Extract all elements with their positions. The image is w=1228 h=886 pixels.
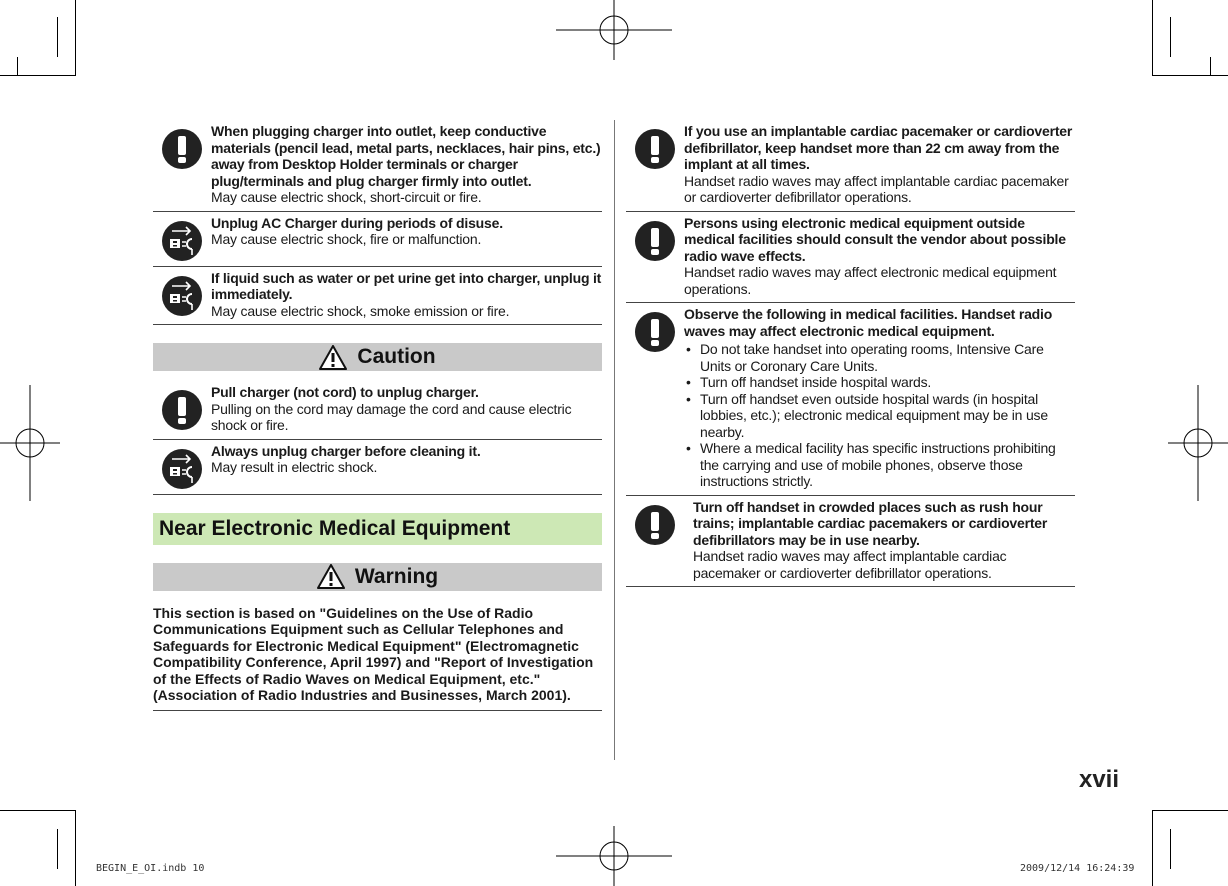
crop-mark	[0, 75, 76, 76]
item-body: May cause electric shock, short-circuit or fire.	[211, 189, 482, 205]
exclamation-icon	[635, 221, 675, 261]
crop-mark	[1210, 57, 1211, 76]
registration-target-left	[0, 385, 60, 501]
safety-item	[153, 267, 602, 326]
crop-mark	[1152, 0, 1153, 76]
item-title: Observe the following in medical facilities. Handset radio waves may affect electronic medical equipment.	[684, 306, 1053, 339]
registration-target-top	[556, 0, 672, 60]
slug-timestamp: 2009/12/14 16:24:39	[1020, 863, 1135, 874]
exclamation-icon	[162, 390, 202, 430]
bullet-list	[684, 341, 1075, 490]
safety-item	[626, 120, 1075, 212]
crop-mark	[17, 57, 18, 76]
left-column	[153, 120, 602, 711]
crop-mark	[75, 0, 76, 76]
exclamation-icon	[635, 505, 675, 545]
slug-filename: BEGIN_E_OI.indb 10	[96, 863, 205, 874]
item-body: Pulling on the cord may damage the cord and cause electric shock or fire.	[211, 400, 572, 433]
unplug-icon	[162, 449, 202, 489]
section-heading: Near Electronic Medical Equipment	[153, 513, 602, 545]
item-body: Handset radio waves may affect implantable cardiac pacemaker or cardioverter defibrillator operations.	[693, 548, 1007, 581]
list-item: • Turn off handset even outside hospital wards (in hospital lobbies, etc.); electronic medical equipment may be in use nearby.	[684, 391, 1075, 441]
list-item: • Where a medical facility has specific instructions prohibiting the carrying and use of mobile phones, observe those instructions strictly.	[684, 440, 1075, 490]
warning-banner	[153, 563, 602, 591]
list-item: • Turn off handset inside hospital wards.	[684, 374, 1075, 391]
registration-target-right	[1168, 385, 1228, 501]
item-body: May result in electric shock.	[211, 459, 378, 475]
crop-mark	[1170, 829, 1171, 869]
right-column	[626, 120, 1075, 587]
warning-label: Warning	[354, 564, 439, 588]
item-body: Handset radio waves may affect electronic medical equipment operations.	[684, 264, 1057, 297]
safety-item	[153, 381, 602, 440]
item-body: May cause electric shock, smoke emission or fire.	[211, 302, 510, 319]
guideline-note: This section is based on "Guidelines on the Use of Radio Communications Equipment such as Cellular Telephones and Safeguards for Electronic Medical Equipment" (Electromagnetic Compatibility Conference, April 1997) and "Report of Investigation of the Effects of Radio Waves on Medical Equipment, etc." (Association of Radio Industries and Businesses, March 2001).	[153, 601, 602, 711]
exclamation-icon	[162, 129, 202, 169]
crop-mark	[1152, 75, 1228, 76]
crop-mark	[57, 17, 58, 57]
exclamation-icon	[635, 129, 675, 169]
warning-triangle-icon	[319, 345, 347, 370]
item-title: When plugging charger into outlet, keep conductive materials (pencil lead, metal parts, necklaces, hair pins, etc.) away from Desktop Holder terminals or charger plug/terminals and plug charger firmly into outlet.	[211, 123, 601, 189]
caution-banner	[153, 343, 602, 371]
warning-triangle-icon	[317, 564, 345, 589]
item-title: Turn off handset in crowded places such as rush hour trains; implantable cardiac pacemakers or cardioverter defibrillators may be in use nearby.	[693, 498, 1048, 548]
list-item: • Do not take handset into operating rooms, Intensive Care Units or Coronary Care Units.	[684, 341, 1075, 374]
crop-mark	[1152, 810, 1153, 886]
safety-item	[153, 120, 602, 212]
crop-mark	[1152, 810, 1228, 811]
item-title: Pull charger (not cord) to unplug charger.	[211, 384, 479, 400]
safety-item	[626, 303, 1075, 496]
item-title: Unplug AC Charger during periods of disuse.	[211, 214, 503, 231]
item-title: If you use an implantable cardiac pacemaker or cardioverter defibrillator, keep handset more than 22 cm away from the implant at all times.	[684, 123, 1073, 172]
item-title: If liquid such as water or pet urine get into charger, unplug it immediately.	[211, 269, 602, 302]
safety-item	[153, 440, 602, 495]
item-title: Persons using electronic medical equipment outside medical facilities should consult the vendor about possible radio wave effects.	[684, 214, 1066, 264]
unplug-icon	[162, 276, 202, 316]
safety-item	[153, 212, 602, 267]
unplug-icon	[162, 221, 202, 261]
crop-mark	[0, 810, 76, 811]
item-body: Handset radio waves may affect implantable cardiac pacemaker or cardioverter defibrillator operations.	[684, 172, 1069, 205]
exclamation-icon	[635, 312, 675, 352]
safety-item	[626, 212, 1075, 304]
crop-mark	[57, 829, 58, 869]
registration-target-bottom	[556, 826, 672, 886]
page-number: xvii	[1078, 766, 1119, 793]
item-body: May cause electric shock, fire or malfunction.	[211, 231, 482, 247]
safety-item	[626, 496, 1075, 588]
crop-mark	[1170, 17, 1171, 57]
caution-label: Caution	[357, 345, 436, 368]
item-title: Always unplug charger before cleaning it.	[211, 442, 481, 459]
crop-mark	[75, 810, 76, 886]
column-divider	[614, 120, 615, 760]
